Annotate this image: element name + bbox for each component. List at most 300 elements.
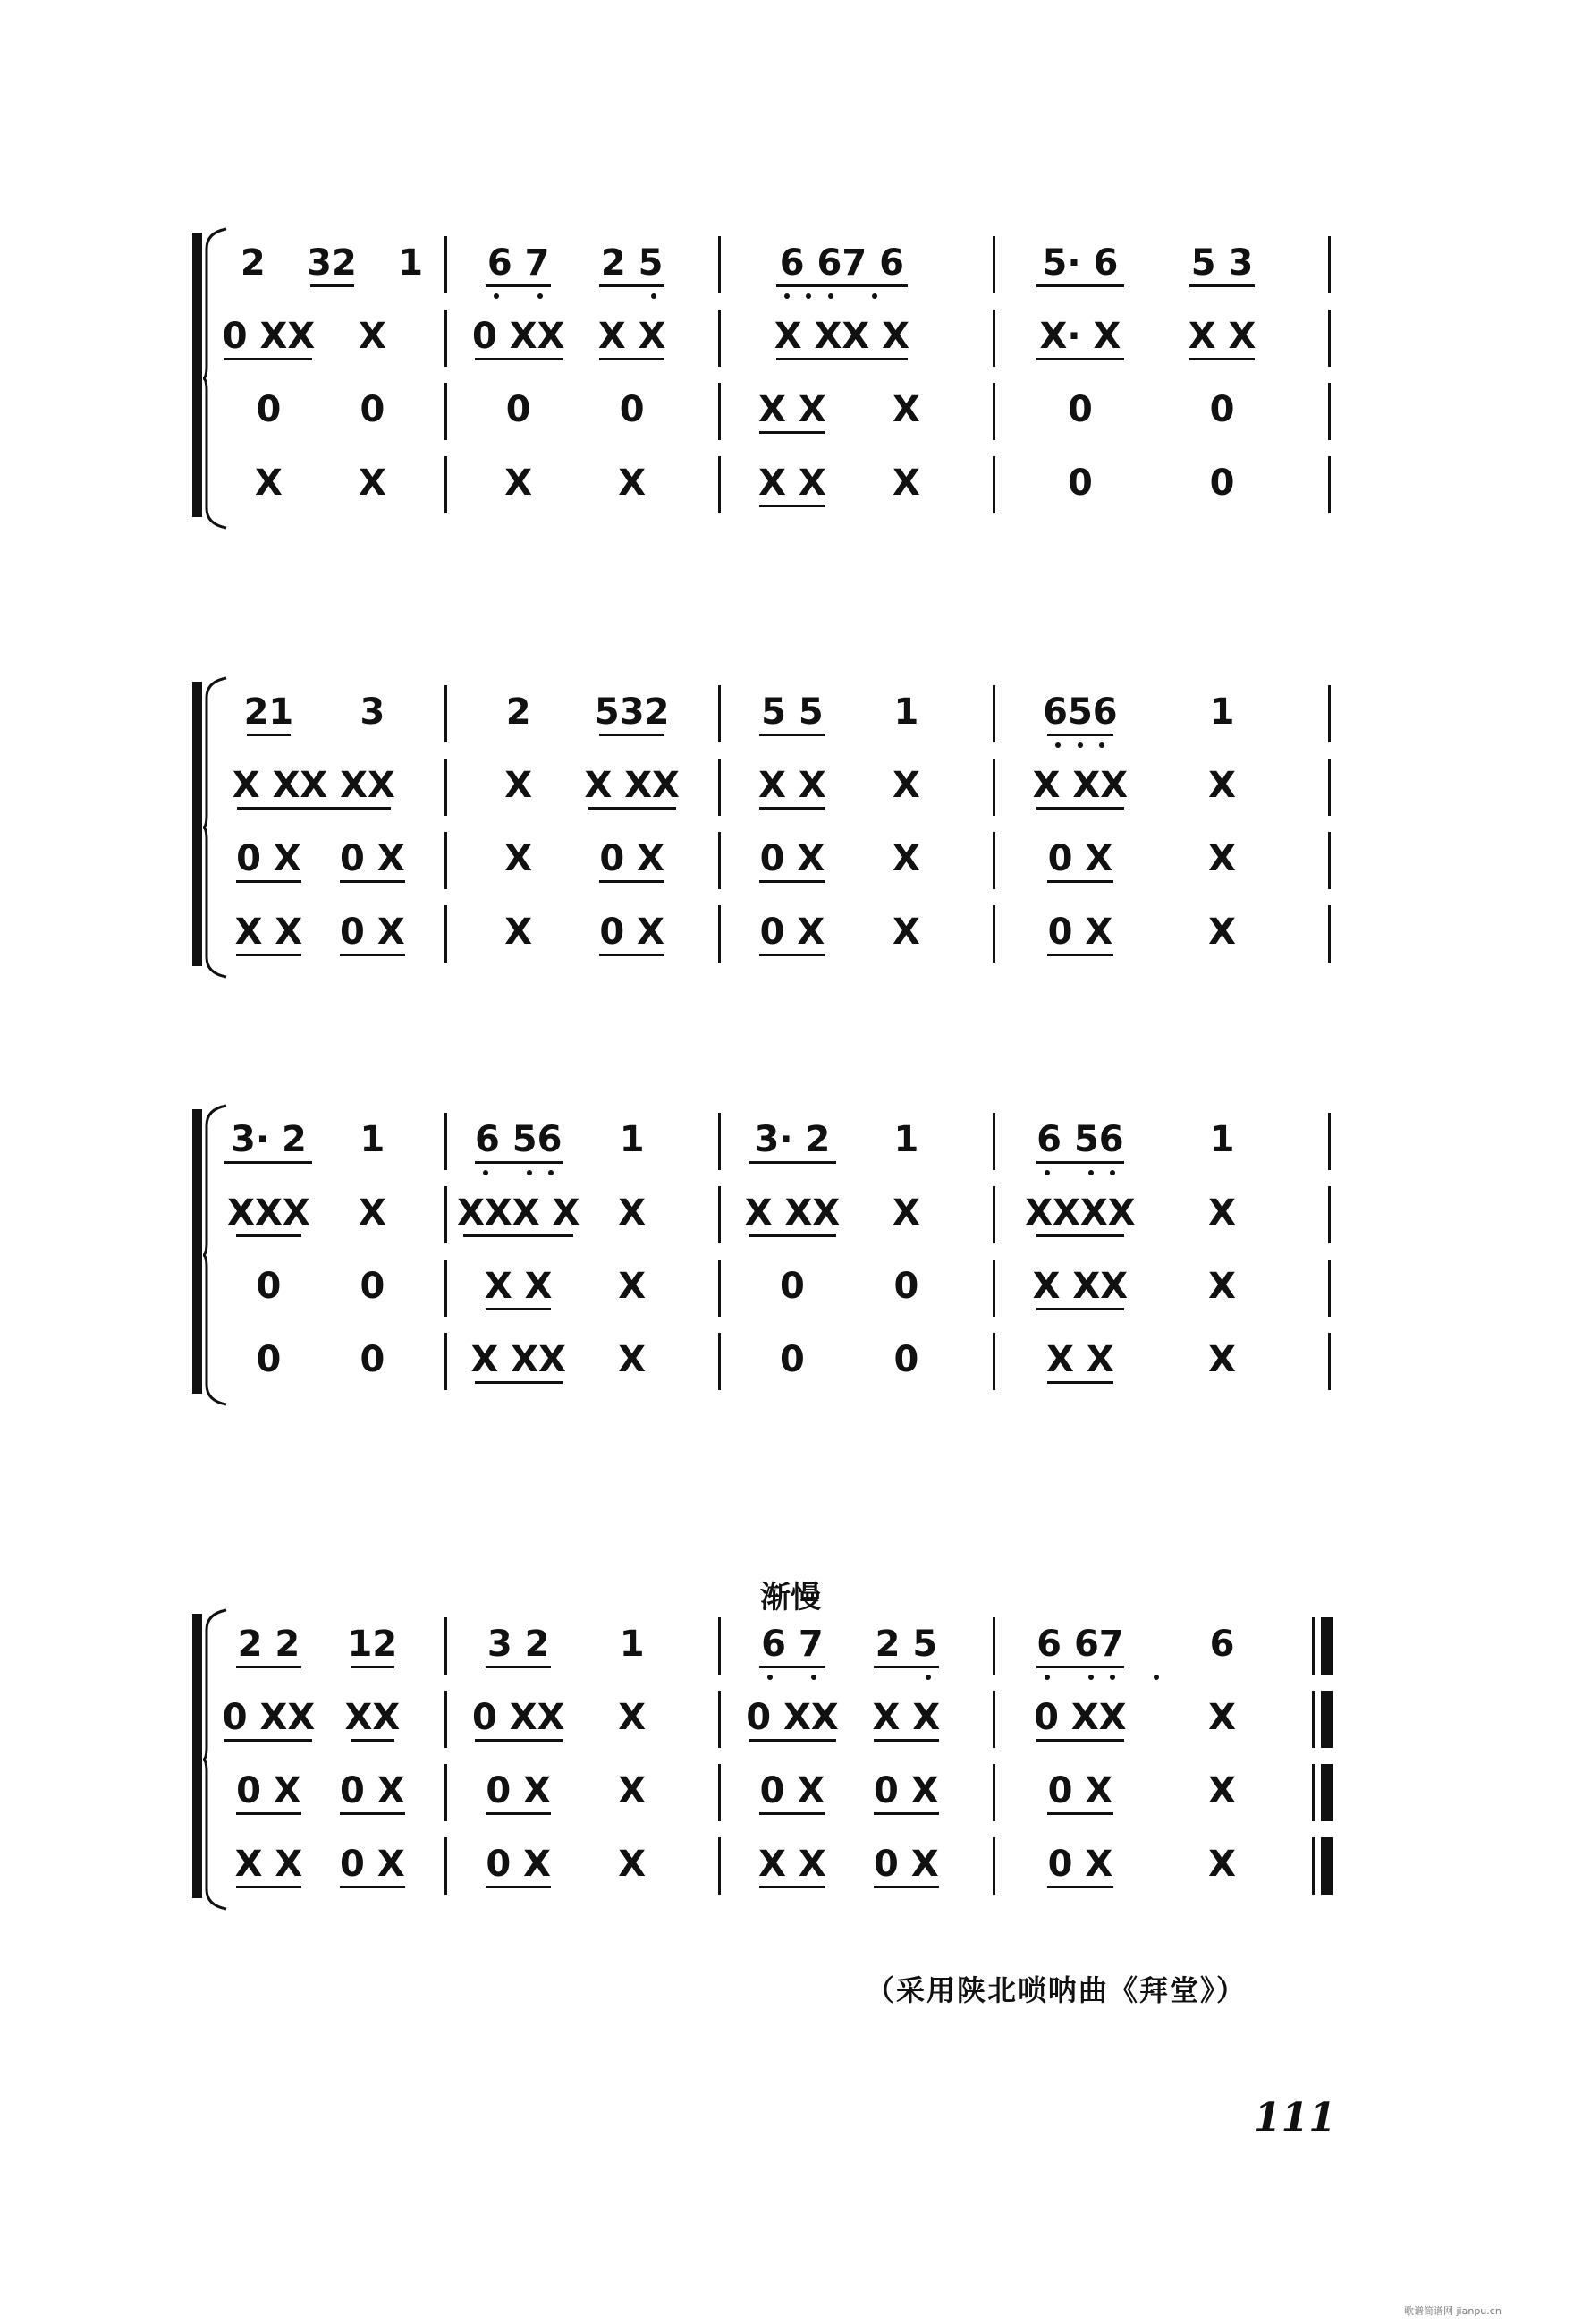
octave-dot <box>1110 1675 1115 1680</box>
beam-line <box>236 954 302 956</box>
note-group: XXXX <box>1025 1192 1136 1234</box>
beam-line <box>1036 1234 1124 1237</box>
score-row <box>192 313 1332 367</box>
barline <box>1328 905 1331 963</box>
barline <box>718 685 721 742</box>
note-group: 0 X <box>340 1844 405 1885</box>
octave-dot <box>483 1170 488 1175</box>
beam-line <box>874 1886 940 1888</box>
barline <box>1328 759 1331 816</box>
barline <box>444 383 447 440</box>
octave-dot <box>548 1170 554 1175</box>
note-group: 0 X <box>1047 1844 1113 1885</box>
note-group: X <box>618 1266 647 1307</box>
barline <box>718 1260 721 1317</box>
barline <box>993 1113 995 1170</box>
note-group: 656 <box>1043 691 1118 733</box>
note-group: 2 5 <box>875 1624 938 1665</box>
octave-dot <box>1154 1675 1159 1680</box>
beam-line <box>599 880 665 883</box>
beam-line <box>247 734 291 736</box>
beam-line <box>749 1739 836 1742</box>
note-group: X <box>1208 1697 1237 1738</box>
note-group: X <box>1208 1844 1237 1885</box>
note-group: 0 XX <box>472 316 565 357</box>
note-group: X <box>358 316 386 357</box>
score-system <box>192 1621 1332 1914</box>
note-group: X XX <box>1032 1266 1129 1307</box>
beam-line <box>224 1161 312 1164</box>
note-group: X X <box>484 1266 553 1307</box>
beam-line <box>463 1234 573 1237</box>
note-group: 0 XX <box>222 316 316 357</box>
beam-line <box>599 734 665 736</box>
beam-line <box>776 358 908 360</box>
note-group: 1 <box>1209 691 1235 733</box>
note-group: X XX <box>744 1192 841 1234</box>
tempo-mark: 渐慢 <box>760 1580 821 1616</box>
barline <box>1328 1113 1331 1170</box>
beam-line <box>1036 1666 1124 1668</box>
note-group: 2 <box>505 691 531 733</box>
final-barline-thick <box>1321 1617 1333 1675</box>
beam-line <box>224 358 312 360</box>
beam-line <box>874 1739 940 1742</box>
octave-dot <box>1088 1675 1094 1680</box>
note-group: X <box>255 462 283 504</box>
note-group: 6 67 6 <box>779 242 904 284</box>
note-group: X· X <box>1039 316 1121 357</box>
beam-line <box>486 1886 552 1888</box>
barline <box>444 1691 447 1748</box>
note-group: X <box>618 462 647 504</box>
barline <box>444 1764 447 1821</box>
note-group: 0 X <box>759 912 825 953</box>
note-group: X <box>504 912 533 953</box>
beam-line <box>475 1161 563 1164</box>
barline <box>993 456 995 513</box>
barline <box>718 1837 721 1895</box>
score-row <box>192 240 1332 293</box>
barline <box>993 905 995 963</box>
barline <box>993 310 995 367</box>
barline <box>1328 310 1331 367</box>
barline <box>993 1691 995 1748</box>
final-barline-thick <box>1321 1691 1333 1748</box>
barline <box>993 832 995 889</box>
barline <box>993 1837 995 1895</box>
note-group: 6 56 <box>475 1119 563 1160</box>
note-group: X X <box>758 389 826 430</box>
beam-line <box>759 954 825 956</box>
beam-line <box>236 1812 302 1815</box>
note-group: 6 7 <box>761 1624 824 1665</box>
note-group: X <box>1208 912 1237 953</box>
note-group: X <box>1208 1339 1237 1380</box>
final-barline-thin <box>1312 1617 1315 1675</box>
barline <box>993 1617 995 1675</box>
note-group: X <box>892 838 920 879</box>
score-row <box>192 460 1332 513</box>
note-group: 0 X <box>486 1770 552 1811</box>
barline <box>993 1333 995 1390</box>
note-group: X <box>504 838 533 879</box>
beam-line <box>759 505 825 507</box>
note-group: X <box>892 389 920 430</box>
note-group: 6 67 <box>1036 1624 1124 1665</box>
note-group: XXX <box>227 1192 310 1234</box>
beam-line <box>340 954 406 956</box>
note-group: X X <box>872 1697 941 1738</box>
beam-line <box>776 284 908 287</box>
note-group: 1 <box>893 1119 919 1160</box>
beam-line <box>1047 1812 1113 1815</box>
beam-line <box>599 954 665 956</box>
beam-line <box>236 1666 302 1668</box>
note-group: 0 <box>256 389 282 430</box>
barline <box>444 832 447 889</box>
note-group: X X <box>758 462 826 504</box>
beam-line <box>1036 358 1124 360</box>
beam-line <box>1036 1308 1124 1310</box>
note-group: X <box>892 912 920 953</box>
note-group: X <box>504 462 533 504</box>
barline <box>993 1186 995 1243</box>
note-group: 1 <box>619 1624 645 1665</box>
note-group: X X <box>1188 316 1256 357</box>
note-group: X X <box>1046 1339 1114 1380</box>
beam-line <box>236 1234 302 1237</box>
barline <box>718 1764 721 1821</box>
beam-line <box>475 358 563 360</box>
barline <box>1328 1186 1331 1243</box>
beam-line <box>351 1666 394 1668</box>
final-barline-thin <box>1312 1837 1315 1895</box>
barline <box>718 1186 721 1243</box>
note-group: 1 <box>398 242 424 284</box>
barline <box>993 383 995 440</box>
beam-line <box>236 880 302 883</box>
note-group: 3· 2 <box>754 1119 831 1160</box>
note-group: 0 <box>256 1339 282 1380</box>
barline <box>993 685 995 742</box>
note-group: X <box>618 1192 647 1234</box>
note-group: X <box>618 1339 647 1380</box>
barline <box>718 383 721 440</box>
final-barline-thin <box>1312 1691 1315 1748</box>
score-system <box>192 689 1332 982</box>
octave-dot <box>828 293 833 299</box>
note-group: 0 <box>780 1266 805 1307</box>
score-row <box>192 1694 1332 1748</box>
beam-line <box>1036 1161 1124 1164</box>
note-group: 0 <box>505 389 531 430</box>
note-group: XXX X <box>457 1192 580 1234</box>
note-group: X <box>618 1770 647 1811</box>
barline <box>1328 383 1331 440</box>
note-group: X X <box>758 1844 826 1885</box>
note-group: X X <box>234 1844 303 1885</box>
barline <box>444 685 447 742</box>
note-group: 3 <box>360 691 385 733</box>
note-group: X X <box>597 316 666 357</box>
note-group: X <box>1208 1192 1237 1234</box>
barline <box>718 1691 721 1748</box>
beam-line <box>599 284 665 287</box>
note-group: 6 <box>1209 1624 1235 1665</box>
note-group: 21 <box>243 691 294 733</box>
note-group: X XX XX <box>232 765 395 806</box>
barline <box>1328 456 1331 513</box>
score-row <box>192 1621 1332 1675</box>
beam-line <box>237 807 391 810</box>
barline <box>718 236 721 293</box>
note-group: X <box>892 1192 920 1234</box>
note-group: 0 X <box>1047 1770 1113 1811</box>
note-group: 0 <box>256 1266 282 1307</box>
barline <box>1328 1333 1331 1390</box>
beam-line <box>1047 954 1113 956</box>
score-row <box>192 1190 1332 1243</box>
note-group: X <box>1208 838 1237 879</box>
octave-dot <box>1045 1170 1050 1175</box>
octave-dot <box>872 293 877 299</box>
barline <box>444 1617 447 1675</box>
note-group: 0 <box>360 1339 385 1380</box>
note-group: X XX <box>1032 765 1129 806</box>
note-group: 3· 2 <box>231 1119 307 1160</box>
barline <box>993 236 995 293</box>
beam-line <box>874 1666 940 1668</box>
note-group: X <box>892 462 920 504</box>
note-group: 0 X <box>340 1770 405 1811</box>
beam-line <box>310 284 354 287</box>
note-group: 0 <box>1209 389 1235 430</box>
beam-line <box>599 358 665 360</box>
barline <box>718 1113 721 1170</box>
note-group: 12 <box>347 1624 398 1665</box>
beam-line <box>759 1812 825 1815</box>
note-group: XX <box>344 1697 401 1738</box>
barline <box>1328 685 1331 742</box>
note-group: 0 <box>619 389 645 430</box>
note-group: 2 5 <box>600 242 664 284</box>
score-row <box>192 1768 1332 1821</box>
barline <box>718 832 721 889</box>
beam-line <box>749 1161 836 1164</box>
octave-dot <box>1078 742 1083 748</box>
beam-line <box>475 1739 563 1742</box>
note-group: X X <box>758 765 826 806</box>
note-group: 0 <box>360 389 385 430</box>
note-group: 0 X <box>759 838 825 879</box>
note-group: 5· 6 <box>1042 242 1119 284</box>
note-group: 1 <box>893 691 919 733</box>
note-group: 2 <box>240 242 266 284</box>
barline <box>444 236 447 293</box>
beam-line <box>759 431 825 434</box>
note-group: 2 2 <box>237 1624 300 1665</box>
note-group: X <box>358 1192 386 1234</box>
barline <box>444 1837 447 1895</box>
beam-line <box>1047 734 1113 736</box>
score-row <box>192 1116 1332 1170</box>
source-note: （采用陕北唢呐曲《拜堂》） <box>866 1973 1248 2007</box>
beam-line <box>759 734 825 736</box>
note-group: 1 <box>619 1119 645 1160</box>
note-group: 0 X <box>599 838 664 879</box>
note-group: 1 <box>360 1119 385 1160</box>
note-group: 0 X <box>340 838 405 879</box>
note-group: 0 <box>1067 389 1093 430</box>
octave-dot <box>767 1675 773 1680</box>
beam-line <box>1047 1381 1113 1384</box>
barline <box>718 456 721 513</box>
octave-dot <box>527 1170 532 1175</box>
score-row <box>192 386 1332 440</box>
barline <box>444 1113 447 1170</box>
barline <box>718 310 721 367</box>
note-group: 0 X <box>340 912 405 953</box>
octave-dot <box>811 1675 816 1680</box>
beam-line <box>1047 1886 1113 1888</box>
note-group: 0 XX <box>222 1697 316 1738</box>
octave-dot <box>494 293 499 299</box>
note-group: 5 3 <box>1190 242 1254 284</box>
barline <box>718 905 721 963</box>
octave-dot <box>1110 1170 1115 1175</box>
score-row <box>192 835 1332 889</box>
note-group: X <box>892 765 920 806</box>
barline <box>444 759 447 816</box>
beam-line <box>1047 880 1113 883</box>
note-group: X XX X <box>774 316 909 357</box>
note-group: X <box>618 1844 647 1885</box>
barline <box>1328 832 1331 889</box>
beam-line <box>486 1666 552 1668</box>
score-system <box>192 1116 1332 1410</box>
note-group: 6 56 <box>1036 1119 1124 1160</box>
note-group: 0 X <box>236 838 301 879</box>
beam-line <box>749 1234 836 1237</box>
barline <box>993 1260 995 1317</box>
note-group: 32 <box>307 242 357 284</box>
note-group: X XX <box>584 765 680 806</box>
octave-dot <box>806 293 811 299</box>
barline <box>444 905 447 963</box>
barline <box>993 1764 995 1821</box>
score-row <box>192 689 1332 742</box>
note-group: 532 <box>594 691 670 733</box>
beam-line <box>340 1886 406 1888</box>
note-group: X <box>1208 765 1237 806</box>
octave-dot <box>537 293 543 299</box>
beam-line <box>1036 807 1124 810</box>
watermark: 歌谱简谱网 jianpu.cn <box>1404 2305 1502 2317</box>
score-row <box>192 1841 1332 1895</box>
beam-line <box>1036 284 1124 287</box>
note-group: 0 <box>1067 462 1093 504</box>
barline <box>1328 1260 1331 1317</box>
note-group: 0 X <box>759 1770 825 1811</box>
beam-line <box>486 1308 552 1310</box>
beam-line <box>351 1739 394 1742</box>
note-group: 5 5 <box>761 691 824 733</box>
final-barline-thick <box>1321 1764 1333 1821</box>
octave-dot <box>1045 1675 1050 1680</box>
beam-line <box>340 880 406 883</box>
score-row <box>192 762 1332 816</box>
beam-line <box>475 1381 563 1384</box>
score-row <box>192 1263 1332 1317</box>
note-group: 0 XX <box>472 1697 565 1738</box>
beam-line <box>759 880 825 883</box>
barline <box>444 1333 447 1390</box>
barline <box>993 759 995 816</box>
barline <box>444 1260 447 1317</box>
barline <box>444 1186 447 1243</box>
note-group: 0 <box>893 1266 919 1307</box>
note-group: X <box>618 1697 647 1738</box>
note-group: 0 <box>1209 462 1235 504</box>
barline <box>1328 236 1331 293</box>
barline <box>444 456 447 513</box>
score-system <box>192 240 1332 533</box>
final-barline-thick <box>1321 1837 1333 1895</box>
octave-dot <box>1055 742 1061 748</box>
note-group: 0 XX <box>1034 1697 1127 1738</box>
note-group: 0 <box>360 1266 385 1307</box>
note-group: 0 XX <box>746 1697 839 1738</box>
note-group: X <box>1208 1266 1237 1307</box>
beam-line <box>486 1812 552 1815</box>
beam-line <box>759 807 825 810</box>
note-group: 0 X <box>1047 838 1113 879</box>
octave-dot <box>1099 742 1104 748</box>
barline <box>444 310 447 367</box>
final-barline-thin <box>1312 1764 1315 1821</box>
beam-line <box>874 1812 940 1815</box>
octave-dot <box>1088 1170 1094 1175</box>
beam-line <box>1189 358 1256 360</box>
beam-line <box>224 1739 312 1742</box>
note-group: 0 X <box>1047 912 1113 953</box>
note-group: 0 <box>893 1339 919 1380</box>
note-group: 0 X <box>236 1770 301 1811</box>
note-group: X XX <box>470 1339 566 1380</box>
beam-line <box>486 284 552 287</box>
note-group: 0 X <box>599 912 664 953</box>
barline <box>718 1333 721 1390</box>
beam-line <box>340 1812 406 1815</box>
note-group: X <box>504 765 533 806</box>
note-group: 1 <box>1209 1119 1235 1160</box>
note-group: 3 2 <box>486 1624 550 1665</box>
note-group: 6 7 <box>486 242 550 284</box>
beam-line <box>1036 1739 1124 1742</box>
note-group: X <box>358 462 386 504</box>
score-row <box>192 909 1332 963</box>
note-group: X X <box>234 912 303 953</box>
barline <box>718 759 721 816</box>
note-group: 0 X <box>874 1770 939 1811</box>
octave-dot <box>651 293 656 299</box>
octave-dot <box>926 1675 931 1680</box>
note-group: 0 X <box>486 1844 552 1885</box>
barline <box>718 1617 721 1675</box>
note-group: 0 <box>780 1339 805 1380</box>
beam-line <box>236 1886 302 1888</box>
